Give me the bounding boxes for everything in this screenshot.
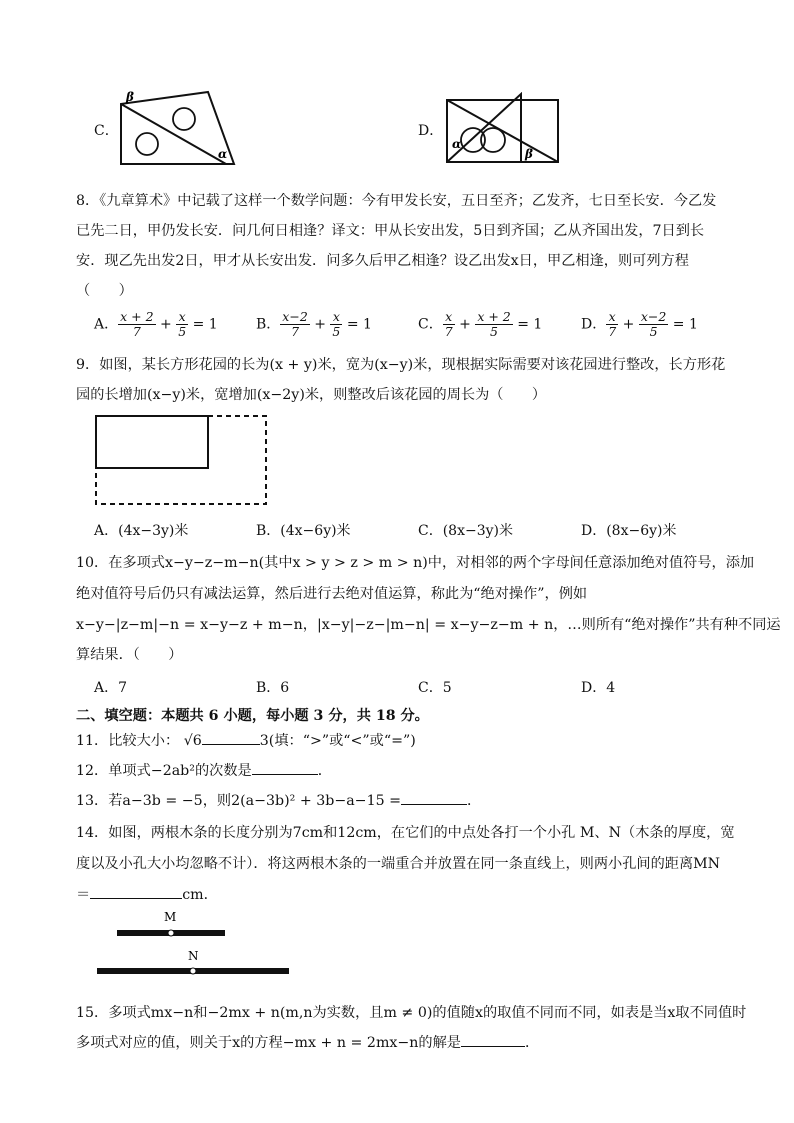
q12: 12．单项式−2ab²的次数是 ． bbox=[76, 763, 332, 779]
label-n: N bbox=[188, 949, 199, 963]
q14-line3: ＝ cm． bbox=[76, 887, 218, 903]
q8-line2: 已先二日，甲仍发长安．问几何日相逢？译文：甲从长安出发，5日到齐国；乙从齐国出发，7日到长 bbox=[76, 223, 705, 239]
q9-option-d[interactable]: D．(8x−6y)米 bbox=[581, 523, 677, 539]
q15-line1: 15．多项式mx−n和−2mx + n(m,n为实数，且m ≠ 0)的值随x的取值不同而不同，如表是当x取不同值时 bbox=[76, 1005, 747, 1021]
q14-line1: 14．如图，两根木条的长度分别为7cm和12cm，在它们的中点处各打一个小孔 M、N（木条的厚度，宽 bbox=[76, 825, 735, 841]
q10-option-d[interactable]: D．4 bbox=[581, 680, 616, 696]
section2-heading: 二、填空题：本题共 6 小题，每小题 3 分，共 18 分。 bbox=[76, 708, 429, 724]
q14-sticks-figure bbox=[92, 908, 302, 980]
q13-answer-blank[interactable] bbox=[401, 792, 467, 805]
q9-line1: 9．如图，某长方形花园的长为(x + y)米，宽为(x−y)米，现根据实际需要对该花园进行整改，长方形花 bbox=[76, 357, 726, 373]
q7-figure-c bbox=[116, 86, 236, 168]
q11: 11．比较大小： √6 3(填：“>”或“<”或“=”) bbox=[76, 733, 416, 749]
q8-option-a[interactable]: A． $\frac{x + 2}{7}$ + $\frac{x}{5}$ = 1 bbox=[94, 309, 218, 339]
hole-n bbox=[190, 968, 196, 974]
q7-figure-d bbox=[443, 92, 563, 168]
alpha-label: α bbox=[218, 147, 228, 161]
q9-option-c[interactable]: C．(8x−3y)米 bbox=[418, 523, 513, 539]
q8-line1: 8．《九章算术》中记载了这样一个数学问题：今有甲发长安，五日至齐；乙发齐，七日至长安．今乙发 bbox=[76, 193, 717, 209]
label-m: M bbox=[164, 910, 177, 924]
beta-label: β bbox=[525, 147, 533, 161]
q9-garden-figure bbox=[92, 412, 272, 508]
q10-option-b[interactable]: B．6 bbox=[256, 680, 290, 696]
q7-option-c-label[interactable]: C． bbox=[94, 123, 119, 139]
q10-line4: 算结果．（ ） bbox=[76, 647, 183, 663]
q9-option-a[interactable]: A．(4x−3y)米 bbox=[94, 523, 189, 539]
q10-option-a[interactable]: A．7 bbox=[94, 680, 128, 696]
q9-line2: 园的长增加(x−y)米，宽增加(x−2y)米，则整改后该花园的周长为（ ） bbox=[76, 387, 547, 403]
q10-option-c[interactable]: C．5 bbox=[418, 680, 452, 696]
q8-option-b[interactable]: B． $\frac{x-2}{7}$ + $\frac{x}{5}$ = 1 bbox=[256, 309, 372, 339]
q8-option-d[interactable]: D． $\frac{x}{7}$ + $\frac{x-2}{5}$ = 1 bbox=[581, 309, 698, 339]
q8-line3: 安．现乙先出发2日，甲才从长安出发．问多久后甲乙相逢？设乙出发x日，甲乙相逢，则可列方程 bbox=[76, 253, 689, 269]
q9-option-b[interactable]: B．(4x−6y)米 bbox=[256, 523, 351, 539]
q12-answer-blank[interactable] bbox=[252, 762, 318, 775]
q10-line3: x−y−|z−m|−n = x−y−z + m−n，|x−y|−z−|m−n| = x−y−z−m + n，…则所有“绝对操作”共有种不同运 bbox=[76, 617, 781, 633]
q14-line2: 度以及小孔大小均忽略不计）．将这两根木条的一端重合并放置在同一条直线上，则两小孔间的距离MN bbox=[76, 856, 721, 872]
q15-answer-blank[interactable] bbox=[461, 1034, 525, 1047]
q8-option-c[interactable]: C． $\frac{x}{7}$ + $\frac{x + 2}{5}$ = 1 bbox=[418, 309, 543, 339]
hole-m bbox=[168, 930, 174, 936]
q13: 13．若a−3b = −5，则2(a−3b)² + 3b−a−15 = ． bbox=[76, 793, 482, 809]
q15-line2: 多项式对应的值，则关于x的方程−mx + n = 2mx−n的解是 ． bbox=[76, 1035, 540, 1051]
q10-line2: 绝对值符号后仍只有减法运算，然后进行去绝对值运算，称此为“绝对操作”，例如 bbox=[76, 586, 588, 602]
q14-answer-blank[interactable] bbox=[90, 886, 182, 899]
q11-answer-blank[interactable] bbox=[202, 732, 260, 745]
q8-paren: （ ） bbox=[76, 283, 133, 299]
beta-label: β bbox=[126, 90, 134, 104]
q10-line1: 10．在多项式x−y−z−m−n(其中x > y > z > m > n)中，对相邻的两个字母间任意添加绝对值符号，添加 bbox=[76, 555, 755, 571]
q7-option-d-label[interactable]: D． bbox=[418, 123, 444, 139]
alpha-label: α bbox=[452, 137, 462, 151]
